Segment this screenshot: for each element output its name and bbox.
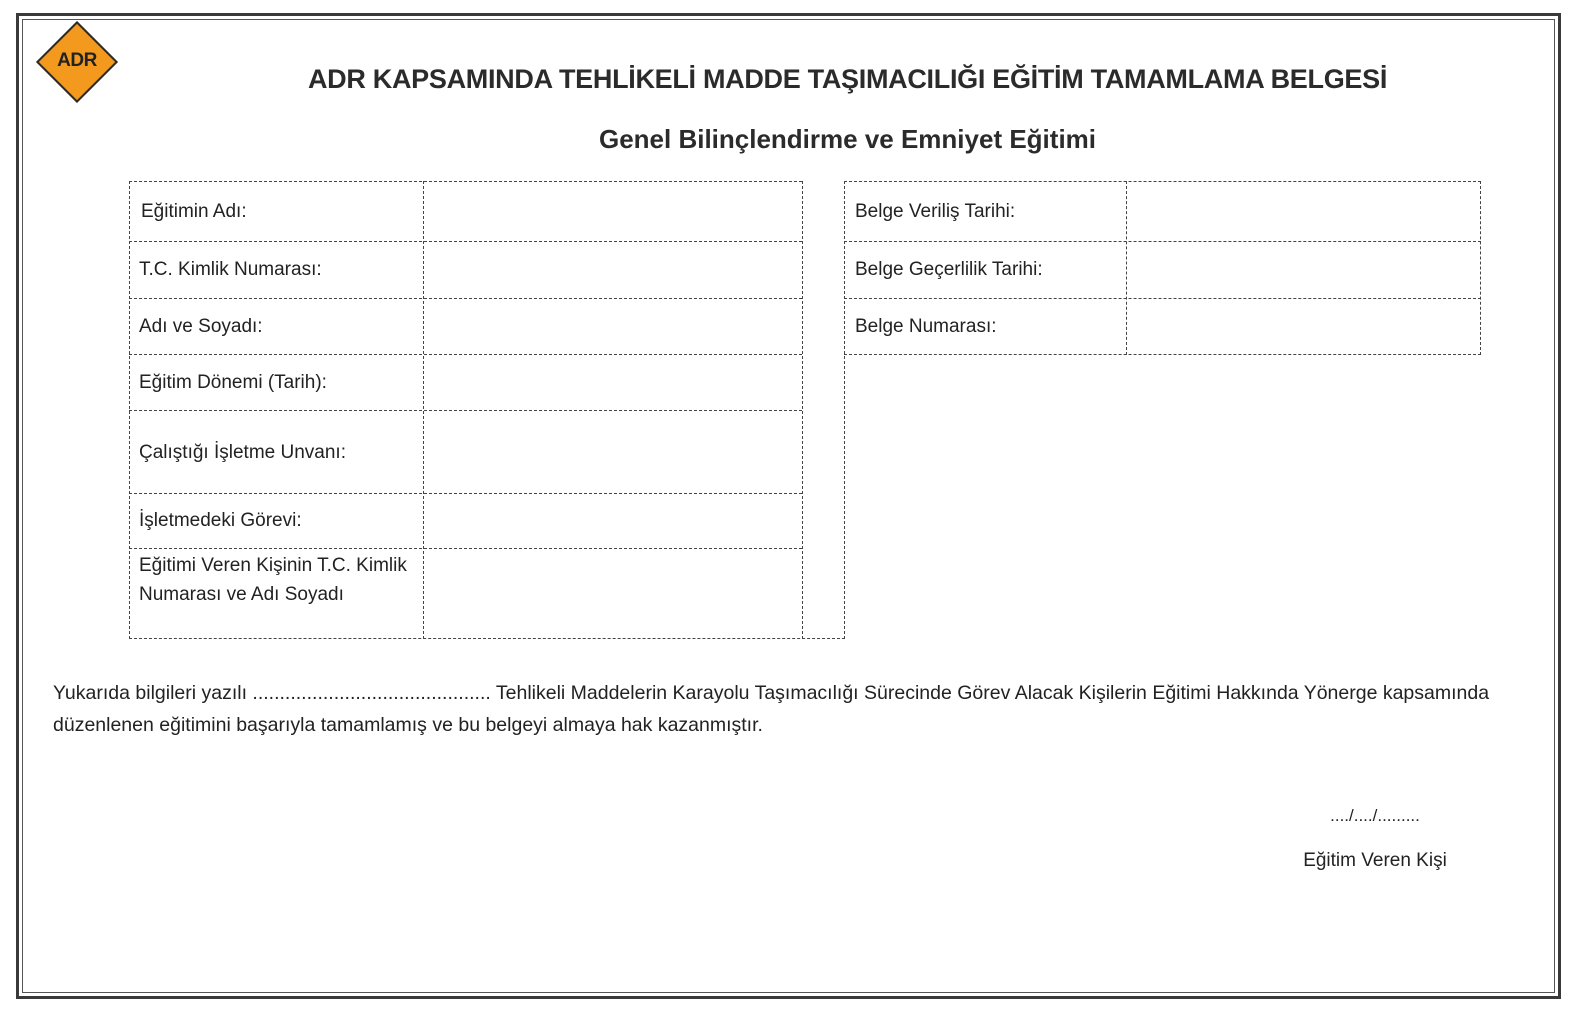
left-table-line [129, 410, 802, 411]
left-table-line [129, 241, 802, 242]
label-training-period: Eğitim Dönemi (Tarih): [139, 372, 327, 393]
left-table-line [802, 181, 803, 639]
label-employer-title: Çalıştığı İşletme Unvanı: [139, 442, 346, 463]
left-table-line [423, 181, 424, 639]
label-tc-id-number: T.C. Kimlik Numarası: [139, 259, 322, 280]
right-table-line [1480, 181, 1481, 355]
right-table-line [844, 241, 1481, 242]
signature-date-placeholder[interactable]: ..../..../......... [1330, 806, 1420, 825]
left-table-line [129, 298, 802, 299]
document-subtitle: Genel Bilinçlendirme ve Emniyet Eğitimi [598, 124, 1097, 154]
left-table-line [129, 354, 802, 355]
completion-statement: Yukarıda bilgileri yazılı ............................................ Tehlikeli Maddelerin Karayolu Taşımacılığı Sürecinde Görev Alacak Kişilerin Eğitimi Hakkında Yönerge kapsamında düzenlenen eğitimini başarıyla tamamlamış ve bu belgeyi almaya hak kazanmıştır. [53, 682, 1490, 736]
left-table-line [129, 181, 130, 639]
left-table-line [844, 181, 845, 639]
right-table-line [844, 181, 1481, 182]
right-table-line [1126, 181, 1127, 355]
document-title: ADR KAPSAMINDA TEHLİKELİ MADDE TAŞIMACILIĞI EĞİTİM TAMAMLAMA BELGESİ [307, 64, 1388, 94]
label-validity-date: Belge Geçerlilik Tarihi: [855, 259, 1043, 280]
right-table-line [844, 298, 1481, 299]
left-table-line [129, 638, 845, 639]
left-table-line [129, 493, 802, 494]
label-certificate-number: Belge Numarası: [855, 316, 997, 337]
adr-logo-text: ADR [57, 50, 97, 71]
label-training-name: Eğitimin Adı: [141, 201, 247, 222]
left-table-line [129, 548, 802, 549]
label-job-role: İşletmedeki Görevi: [139, 510, 302, 531]
right-table-line [844, 354, 1481, 355]
label-trainer-id-and-name: Eğitimi Veren Kişinin T.C. Kimlik Numarası ve Adı Soyadı [139, 555, 407, 605]
left-table-line [129, 181, 802, 182]
label-name-surname: Adı ve Soyadı: [139, 316, 263, 337]
signer-label: Eğitim Veren Kişi [1303, 850, 1447, 871]
label-issue-date: Belge Veriliş Tarihi: [855, 201, 1016, 222]
